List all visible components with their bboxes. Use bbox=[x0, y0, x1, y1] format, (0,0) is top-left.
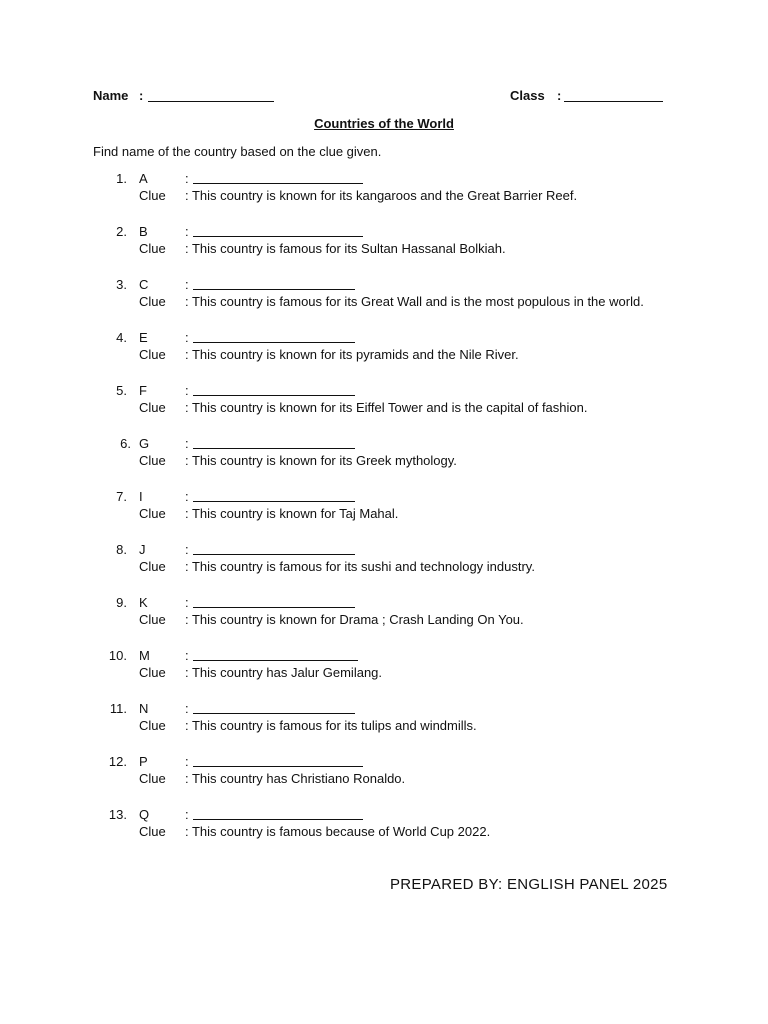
clue-text: : This country is known for its Greek mythology. bbox=[185, 453, 457, 468]
question-letter: J bbox=[139, 542, 146, 557]
class-label: Class bbox=[510, 88, 545, 103]
clue-text: : This country is famous for its Sultan Hassanal Bolkiah. bbox=[185, 241, 506, 256]
answer-blank-line[interactable] bbox=[193, 448, 355, 449]
answer-blank-line[interactable] bbox=[193, 501, 355, 502]
clue-label: Clue bbox=[139, 294, 166, 309]
answer-colon: : bbox=[185, 224, 189, 239]
question-number: 10. bbox=[108, 648, 127, 663]
answer-colon: : bbox=[185, 489, 189, 504]
answer-colon: : bbox=[185, 330, 189, 345]
clue-label: Clue bbox=[139, 824, 166, 839]
question-letter: F bbox=[139, 383, 147, 398]
question-letter: G bbox=[139, 436, 150, 451]
question-letter: C bbox=[139, 277, 149, 292]
answer-colon: : bbox=[185, 701, 189, 716]
clue-label: Clue bbox=[139, 241, 166, 256]
question-number: 3. bbox=[116, 277, 127, 292]
answer-blank-line[interactable] bbox=[193, 713, 355, 714]
question-letter: E bbox=[139, 330, 148, 345]
question-number: 5. bbox=[116, 383, 127, 398]
clue-label: Clue bbox=[139, 665, 166, 680]
clue-text: : This country is known for its Eiffel Tower and is the capital of fashion. bbox=[185, 400, 588, 415]
class-blank-line[interactable] bbox=[564, 101, 663, 102]
question-letter: A bbox=[139, 171, 148, 186]
question-number: 2. bbox=[116, 224, 127, 239]
name-label: Name bbox=[93, 88, 129, 103]
clue-label: Clue bbox=[139, 347, 166, 362]
clue-text: : This country has Jalur Gemilang. bbox=[185, 665, 383, 680]
answer-blank-line[interactable] bbox=[193, 607, 355, 608]
question-number: 6. bbox=[120, 436, 131, 451]
answer-blank-line[interactable] bbox=[193, 289, 355, 290]
clue-text: : This country is known for Taj Mahal. bbox=[185, 506, 399, 521]
clue-label: Clue bbox=[139, 506, 166, 521]
answer-blank-line[interactable] bbox=[193, 342, 355, 343]
instruction-text: Find name of the country based on the clue given. bbox=[93, 144, 382, 159]
clue-label: Clue bbox=[139, 718, 166, 733]
clue-text: : This country has Christiano Ronaldo. bbox=[185, 771, 406, 786]
question-number: 8. bbox=[116, 542, 127, 557]
clue-text: : This country is known for its pyramids and the Nile River. bbox=[185, 347, 519, 362]
clue-text: : This country is famous because of World Cup 2022. bbox=[185, 824, 491, 839]
clue-label: Clue bbox=[139, 612, 166, 627]
name-blank-line[interactable] bbox=[148, 101, 274, 102]
answer-blank-line[interactable] bbox=[193, 766, 363, 767]
answer-blank-line[interactable] bbox=[193, 183, 363, 184]
answer-blank-line[interactable] bbox=[193, 660, 358, 661]
answer-colon: : bbox=[185, 542, 189, 557]
answer-colon: : bbox=[185, 383, 189, 398]
answer-colon: : bbox=[185, 595, 189, 610]
clue-text: : This country is famous for its tulips and windmills. bbox=[185, 718, 477, 733]
clue-text: : This country is known for Drama ; Crash Landing On You. bbox=[185, 612, 524, 627]
question-number: 7. bbox=[116, 489, 127, 504]
question-number: 12. bbox=[108, 754, 127, 769]
question-number: 1. bbox=[116, 171, 127, 186]
prepared-by-footer: PREPARED BY: ENGLISH PANEL 2025 bbox=[390, 876, 668, 893]
question-letter: B bbox=[139, 224, 148, 239]
answer-blank-line[interactable] bbox=[193, 819, 363, 820]
clue-text: : This country is famous for its Great Wall and is the most populous in the world. bbox=[185, 294, 644, 309]
clue-text: : This country is known for its kangaroos and the Great Barrier Reef. bbox=[185, 188, 578, 203]
clue-label: Clue bbox=[139, 771, 166, 786]
question-letter: I bbox=[139, 489, 143, 504]
question-number: 13. bbox=[108, 807, 127, 822]
question-number: 11. bbox=[109, 701, 127, 716]
question-letter: P bbox=[139, 754, 148, 769]
clue-label: Clue bbox=[139, 188, 166, 203]
answer-colon: : bbox=[185, 277, 189, 292]
page-title: Countries of the World bbox=[314, 116, 454, 131]
answer-colon: : bbox=[185, 807, 189, 822]
answer-blank-line[interactable] bbox=[193, 395, 355, 396]
question-letter: Q bbox=[139, 807, 150, 822]
class-colon: : bbox=[557, 88, 562, 103]
answer-colon: : bbox=[185, 754, 189, 769]
answer-blank-line[interactable] bbox=[193, 236, 363, 237]
question-letter: N bbox=[139, 701, 149, 716]
answer-colon: : bbox=[185, 171, 189, 186]
question-letter: K bbox=[139, 595, 148, 610]
name-colon: : bbox=[139, 88, 144, 103]
answer-colon: : bbox=[185, 436, 189, 451]
clue-label: Clue bbox=[139, 453, 166, 468]
question-letter: M bbox=[139, 648, 150, 663]
clue-label: Clue bbox=[139, 400, 166, 415]
clue-label: Clue bbox=[139, 559, 166, 574]
clue-text: : This country is famous for its sushi and technology industry. bbox=[185, 559, 535, 574]
question-number: 4. bbox=[116, 330, 127, 345]
answer-colon: : bbox=[185, 648, 189, 663]
question-number: 9. bbox=[116, 595, 127, 610]
answer-blank-line[interactable] bbox=[193, 554, 355, 555]
